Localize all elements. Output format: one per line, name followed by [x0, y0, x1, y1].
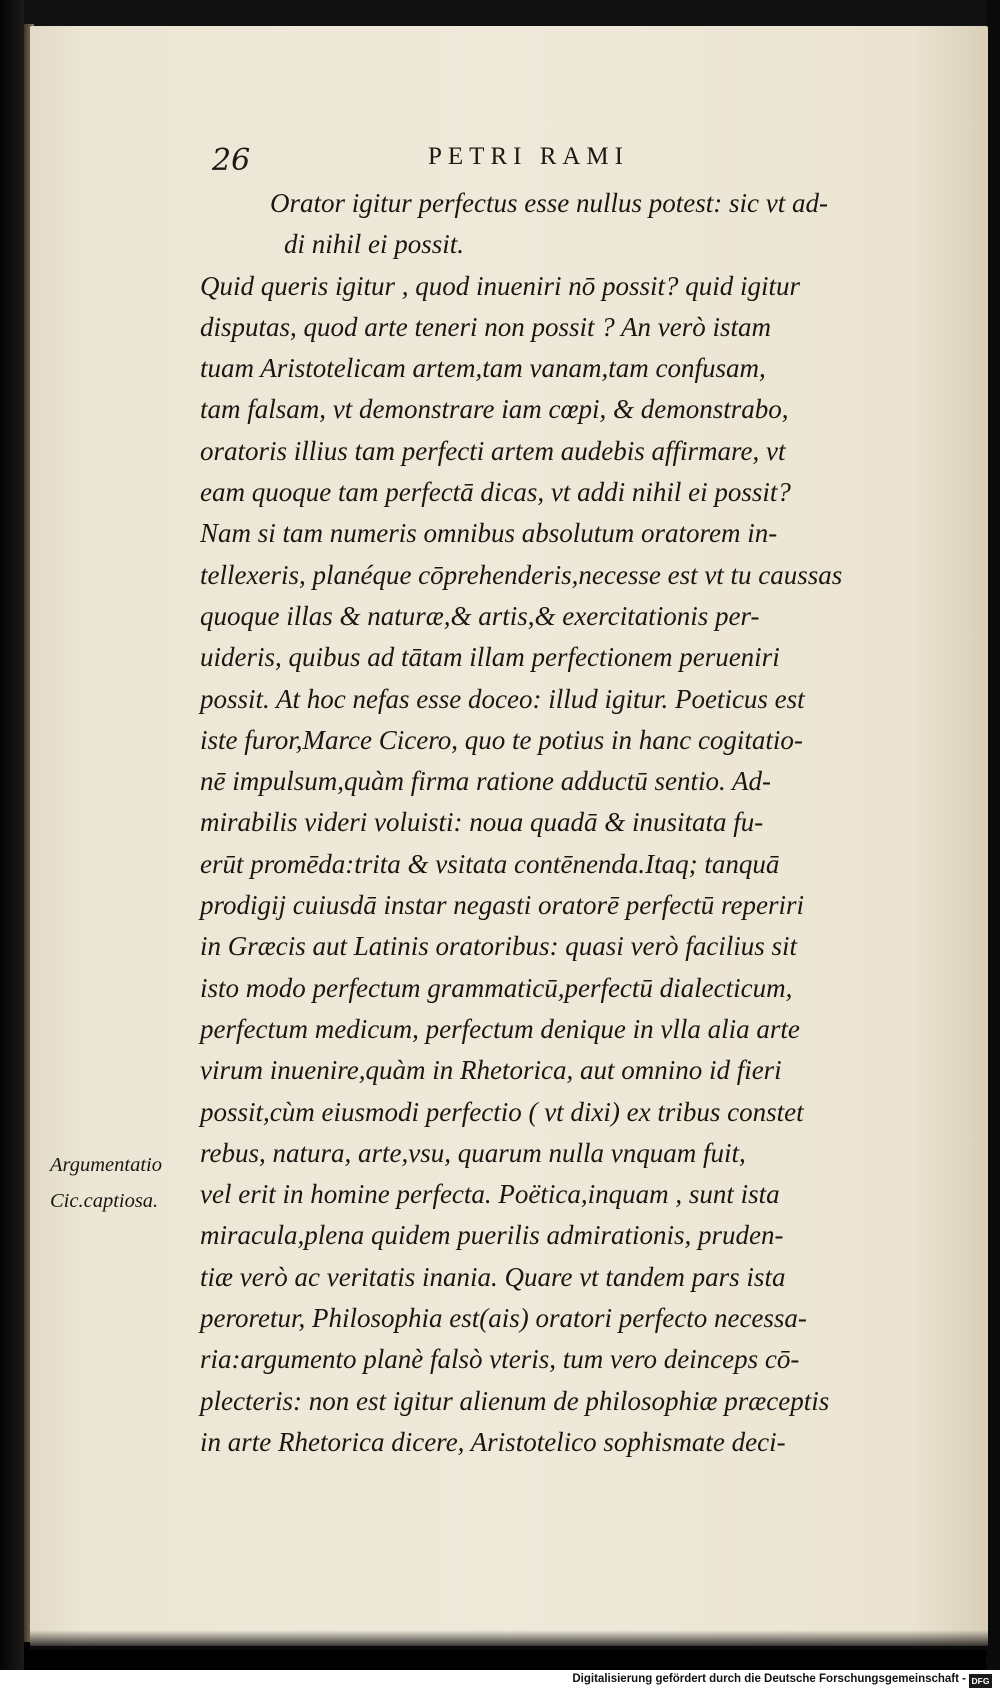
text-line: erūt promēda:trita & vsitata contēnenda.Itaq; tanquā: [200, 848, 780, 879]
text-line: Nam si tam numeris omnibus absolutum oratorem in-: [200, 518, 778, 549]
text-line: oratoris illius tam perfecti artem audebis affirmare, vt: [200, 435, 786, 466]
text-line: ria:argumento planè falsò vteris, tum vero deinceps cō-: [200, 1344, 800, 1375]
text-line: mirabilis videri voluisti: noua quadā & inusitata fu-: [200, 807, 764, 838]
text-line: di nihil ei possit.: [284, 229, 465, 260]
scan-border-top: [0, 0, 1000, 26]
marginal-note: [50, 1147, 162, 1219]
text-line: tam falsam, vt demonstrare iam cœpi, & demonstrabo,: [200, 394, 789, 425]
text-line: in Græcis aut Latinis oratoribus: quasi verò facilius sit: [200, 931, 798, 962]
text-line: miracula,plena quidem puerilis admirationis, pruden-: [200, 1220, 784, 1251]
scan-border-left: [0, 0, 24, 1696]
text-line: plecteris: non est igitur alienum de philosophiæ præceptis: [200, 1385, 830, 1416]
text-line: nē impulsum,quàm firma ratione adductū sentio. Ad-: [200, 766, 771, 797]
text-line: iste furor,Marce Cicero, quo te potius in hanc cogitatio-: [200, 724, 803, 755]
text-line: vel erit in homine perfecta. Poëtica,inquam , sunt ista: [200, 1179, 780, 1210]
page-bottom-shadow: [30, 1630, 990, 1650]
text-line: isto modo perfectum grammaticū,perfectū dialecticum,: [200, 972, 793, 1003]
digitization-credit: Digitalisierung gefördert durch die Deutsche Forschungsgemeinschaft -: [572, 1673, 966, 1685]
text-line: quoque illas & naturæ,& artis,& exercitationis per-: [200, 600, 760, 631]
text-line: peroretur, Philosophia est(ais) oratori perfecto necessa-: [200, 1303, 807, 1334]
running-head: PETRI RAMI: [428, 143, 629, 170]
marginal-note-line: Argumentatio: [50, 1154, 162, 1176]
text-line: possit,cùm eiusmodi perfectio ( vt dixi) ex tribus constet: [200, 1096, 804, 1127]
text-line: possit. At hoc nefas esse doceo: illud igitur. Poeticus est: [200, 683, 805, 714]
scan-border-right: [986, 0, 1000, 1696]
page-number: 26: [212, 143, 251, 178]
text-line: eam quoque tam perfectā dicas, vt addi nihil ei possit?: [200, 477, 791, 508]
text-line: tellexeris, planéque cōprehenderis,necesse est vt tu caussas: [200, 559, 843, 590]
text-line: virum inuenire,quàm in Rhetorica, aut omnino id fieri: [200, 1055, 782, 1086]
text-line: in arte Rhetorica dicere, Aristotelico sophismate deci-: [200, 1426, 786, 1457]
text-line: prodigij cuiusdā instar negasti oratorē perfectū reperiri: [200, 890, 804, 921]
text-line: Orator igitur perfectus esse nullus potest: sic vt ad-: [270, 188, 828, 218]
text-line: tuam Aristotelicam artem,tam vanam,tam confusam,: [200, 353, 766, 384]
body-text: [200, 183, 940, 1463]
dfg-logo: DFG: [969, 1674, 992, 1688]
marginal-note-line: Cic.captiosa.: [50, 1190, 159, 1212]
text-line: tiæ verò ac veritatis inania. Quare vt tandem pars ista: [200, 1261, 786, 1292]
text-line: Quid queris igitur , quod inueniri nō possit? quid igitur: [200, 270, 801, 301]
text-line: perfectum medicum, perfectum denique in vlla alia arte: [200, 1013, 800, 1044]
text-line: uideris, quibus ad tātam illam perfectionem perueniri: [200, 642, 780, 673]
text-line: rebus, natura, arte,vsu, quarum nulla vnquam fuit,: [200, 1137, 746, 1168]
text-line: disputas, quod arte teneri non possit ? An verò istam: [200, 311, 771, 342]
